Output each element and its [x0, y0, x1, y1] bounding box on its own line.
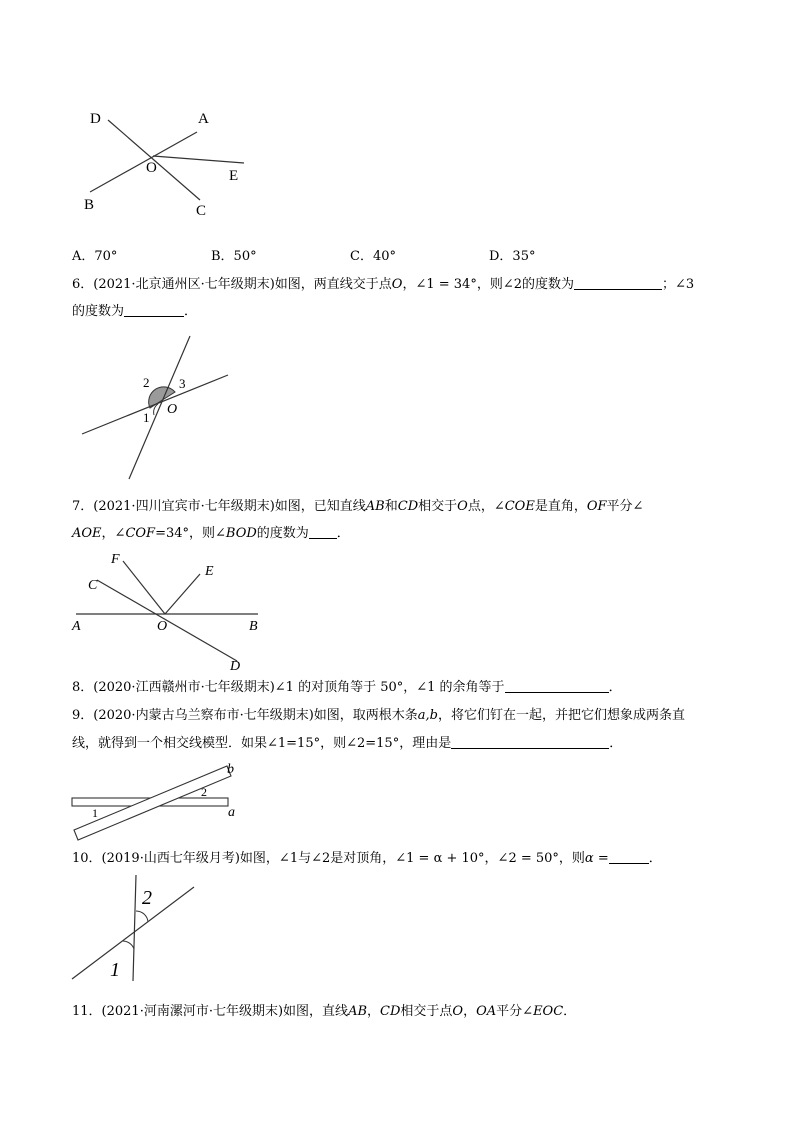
question-source: (2021·河南漯河市·七年级期末) — [101, 1004, 284, 1019]
question-text: ． — [563, 1004, 577, 1019]
point-o: O — [391, 277, 403, 292]
question-text: ． — [184, 304, 198, 319]
var-o: O — [452, 1004, 464, 1019]
label-O: O — [157, 619, 168, 634]
question-text: ． — [609, 736, 623, 751]
angle-arc-1 — [123, 941, 134, 949]
var-oa: OA — [476, 1004, 497, 1019]
label-1: 1 — [92, 806, 98, 820]
label-O: O — [146, 160, 157, 176]
option-c[interactable]: C．40° — [350, 249, 396, 264]
question-text: ， — [463, 1004, 477, 1019]
figure-q10 — [70, 875, 200, 985]
question-text: 平分∠ — [496, 1004, 534, 1019]
label-B: B — [249, 619, 258, 634]
figure-q9 — [70, 760, 250, 840]
label-3: 3 — [179, 376, 186, 391]
question-text: 是直角， — [534, 499, 587, 514]
question-9-line1 — [72, 708, 685, 724]
question-source: (2020·江西赣州市·七年级期末) — [93, 680, 275, 695]
label-D: D — [230, 659, 241, 674]
alpha-symbol: α = — [584, 851, 609, 866]
question-number: 11． — [72, 1004, 102, 1019]
question-text: ∠1 的对顶角等于 50°，∠1 的余角等于 — [274, 680, 505, 695]
question-source: (2021·北京通州区·七年级期末) — [93, 277, 275, 292]
question-text: ，∠1 = 34°，则∠2的度数为 — [402, 277, 574, 292]
line-steep — [133, 875, 136, 981]
question-text: ． — [336, 526, 350, 541]
question-11 — [72, 1004, 576, 1020]
q5-options — [72, 249, 628, 265]
var-eoc: EOC — [533, 1004, 564, 1019]
label-A: A — [72, 619, 81, 634]
label-b: b — [227, 762, 234, 777]
var-o: O — [457, 499, 468, 514]
label-2: 2 — [142, 887, 152, 909]
question-text: 如图，∠1与∠2是对顶角，∠1 = α + 10°，∠2 = 50°，则 — [239, 851, 585, 866]
answer-blank[interactable] — [505, 680, 609, 693]
var-ab: a,b — [417, 708, 439, 723]
var-ab: AB — [365, 499, 385, 514]
question-7-line2 — [72, 526, 350, 542]
label-A: A — [198, 111, 209, 127]
question-text: 的度数为 — [72, 304, 125, 319]
question-text: 的度数为 — [256, 526, 309, 541]
question-number: 9． — [72, 708, 94, 723]
var-coe: COE — [504, 499, 535, 514]
question-7-line1 — [72, 499, 643, 515]
question-text: 如图，已知直线 — [274, 499, 366, 514]
question-text: =34°，则∠ — [155, 526, 226, 541]
figure-q7 — [70, 548, 270, 673]
var-cd: CD — [397, 499, 419, 514]
question-text: ，∠ — [101, 526, 126, 541]
label-1: 1 — [143, 410, 150, 425]
var-of: OF — [586, 499, 607, 514]
ray-OE — [153, 156, 244, 163]
label-2: 2 — [143, 375, 150, 390]
line-1 — [82, 375, 228, 434]
question-text: 线，就得到一个相交线模型．如果∠1=15°，则∠2=15°，理由是 — [72, 736, 452, 751]
label-C: C — [196, 203, 207, 219]
question-text: 如图，取两根木条 — [313, 708, 418, 723]
var-bod: BOD — [225, 526, 257, 541]
label-1: 1 — [110, 959, 120, 981]
question-text: ，将它们钉在一起，并把它们想象成两条直 — [438, 708, 686, 723]
var-ab: AB — [348, 1004, 368, 1019]
label-C: C — [88, 578, 98, 593]
angle-arc-2 — [136, 911, 148, 922]
question-text: ． — [608, 680, 622, 695]
label-D: D — [90, 111, 101, 127]
answer-blank[interactable] — [574, 277, 662, 290]
var-cof: COF — [125, 526, 156, 541]
question-text: 平分∠ — [606, 499, 644, 514]
label-O: O — [167, 402, 178, 417]
question-number: 10． — [72, 851, 102, 866]
ray-OE — [165, 574, 200, 614]
question-text: ；∠3 — [662, 277, 695, 292]
answer-blank[interactable] — [124, 304, 184, 317]
answer-blank[interactable] — [309, 526, 337, 539]
question-text: 相交于 — [418, 499, 458, 514]
question-source: (2021·四川宜宾市·七年级期末) — [93, 499, 275, 514]
question-source: (2020·内蒙古乌兰察布市·七年级期末) — [93, 708, 314, 723]
question-text: ． — [648, 851, 662, 866]
question-9-line2 — [72, 736, 622, 752]
question-10 — [72, 851, 662, 867]
label-E: E — [229, 168, 239, 184]
ray-OF — [123, 561, 165, 614]
question-text: 点，∠ — [467, 499, 505, 514]
question-text: 和 — [384, 499, 398, 514]
line-2 — [129, 336, 190, 479]
question-number: 6． — [72, 277, 94, 292]
question-6-line2 — [72, 304, 197, 320]
question-text: 相交于点 — [400, 1004, 453, 1019]
question-text: 如图，直线 — [283, 1004, 349, 1019]
question-number: 7． — [72, 499, 94, 514]
figure-q6 — [80, 336, 230, 481]
label-a: a — [228, 805, 235, 820]
answer-blank[interactable] — [609, 851, 649, 864]
label-2: 2 — [201, 785, 207, 799]
label-F: F — [111, 552, 120, 567]
var-aoe: AOE — [72, 526, 102, 541]
option-d[interactable]: D．35° — [489, 249, 536, 264]
question-source: (2019·山西七年级月考) — [101, 851, 240, 866]
question-text: ， — [367, 1004, 381, 1019]
option-a[interactable]: A．70° — [72, 249, 118, 264]
label-E: E — [205, 564, 214, 579]
question-6-line1 — [72, 277, 694, 293]
figure-q5 — [80, 105, 260, 225]
question-8 — [72, 680, 622, 696]
option-b[interactable]: B．50° — [211, 249, 257, 264]
answer-blank[interactable] — [451, 736, 609, 749]
label-B: B — [84, 197, 95, 213]
question-text: 如图，两直线交于点 — [274, 277, 392, 292]
question-number: 8． — [72, 680, 94, 695]
var-cd: CD — [380, 1004, 401, 1019]
